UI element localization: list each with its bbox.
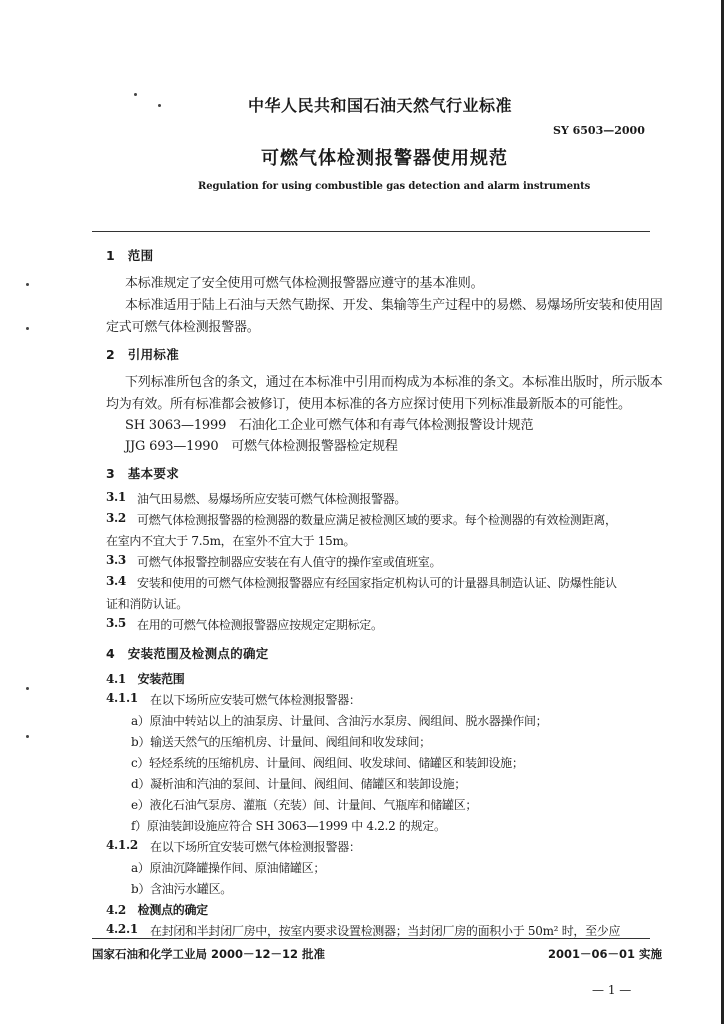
header-rule [92,231,650,232]
list-item: d）凝析油和汽油的泵间、计量间、阀组间、储罐区和装卸设施； [131,777,466,791]
clause-number: 3.1 [106,490,126,504]
clause-number: 4.1.1 [106,691,138,705]
footer-rule [92,938,650,939]
section-heading: 3 基本要求 [106,466,179,481]
clause-number: 4.1.2 [106,838,138,852]
clause-text: 证和消防认证。 [106,597,188,611]
approval-line: 国家石油和化学工业局 2000－12－12 批准 [92,947,326,961]
clause-text: 油气田易燃、易爆场所应安装可燃气体检测报警器。 [137,492,407,506]
clause-number: 3.4 [106,574,126,588]
reference-item: JJG 693—1990 可燃气体检测报警器检定规程 [125,439,398,454]
clause-number: 3.2 [106,511,126,525]
list-item: a）原油沉降罐操作间、原油储罐区； [131,861,326,875]
standard-code: SY 6503—2000 [553,124,645,137]
paragraph: 本标准规定了安全使用可燃气体检测报警器应遵守的基本准则。 [125,276,484,291]
clause-text: 可燃气体报警控制器应安装在有人值守的操作室或值班室。 [137,555,442,569]
standard-category: 中华人民共和国石油天然气行业标准 [248,96,513,115]
scan-speck [158,104,161,107]
clause-text: 在以下场所应安装可燃气体检测报警器： [150,693,361,707]
subsection-heading: 4.1 安装范围 [106,672,185,686]
list-item: c）轻烃系统的压缩机房、计量间、阀组间、收发球间、储罐区和装卸设施； [131,756,524,770]
clause-number: 3.5 [106,616,126,630]
page-number: — 1 — [592,983,632,997]
paragraph: 定式可燃气体检测报警器。 [106,320,260,335]
list-item: b）输送天然气的压缩机房、计量间、阀组间和收发球间； [131,735,431,749]
list-item: a）原油中转站以上的油泵房、计量间、含油污水泵房、阀组间、脱水器操作间； [131,714,548,728]
paragraph: 本标准适用于陆上石油与天然气勘探、开发、集输等生产过程中的易燃、易爆场所安装和使用固 [125,298,663,313]
section-heading: 2 引用标准 [106,347,179,362]
clause-text: 可燃气体检测报警器的检测器的数量应满足被检测区域的要求。每个检测器的有效检测距离， [137,513,617,527]
clause-text: 在室内不宜大于 7.5m，在室外不宜大于 15m。 [106,534,356,548]
scan-speck [26,283,29,286]
clause-text: 在以下场所宜安装可燃气体检测报警器： [150,840,361,854]
document-title: 可燃气体检测报警器使用规范 [261,148,508,169]
clause-number: 4.2.1 [106,922,138,936]
section-heading: 4 安装范围及检测点的确定 [106,646,269,661]
subsection-heading: 4.2 检测点的确定 [106,903,208,917]
english-title: Regulation for using combustible gas detection and alarm instruments [198,181,591,192]
list-item: f）原油装卸设施应符合 SH 3063—1999 中 4.2.2 的规定。 [131,819,446,833]
clause-text: 在封闭和半封闭厂房中，按室内要求设置检测器；当封闭厂房的面积小于 50m² 时，至少应 [150,924,621,938]
section-heading: 1 范围 [106,248,154,263]
scan-speck [26,327,29,330]
reference-item: SH 3063—1999 石油化工企业可燃气体和有毒气体检测报警设计规范 [125,418,534,433]
scan-speck [26,687,29,690]
clause-number: 3.3 [106,553,126,567]
scan-speck [26,735,29,738]
paragraph: 下列标准所包含的条文，通过在本标准中引用而构成为本标准的条文。本标准出版时，所示版本 [125,375,663,390]
scan-speck [134,93,137,96]
paragraph: 均为有效。所有标准都会被修订，使用本标准的各方应探讨使用下列标准最新版本的可能性。 [106,397,631,412]
clause-text: 安装和使用的可燃气体检测报警器应有经国家指定机构认可的计量器具制造认证、防爆性能认 [137,576,617,590]
effective-line: 2001－06－01 实施 [548,947,663,961]
list-item: b）含油污水罐区。 [131,882,232,896]
list-item: e）液化石油气泵房、灌瓶（充装）间、计量间、气瓶库和储罐区； [131,798,478,812]
clause-text: 在用的可燃气体检测报警器应按规定定期标定。 [137,618,383,632]
